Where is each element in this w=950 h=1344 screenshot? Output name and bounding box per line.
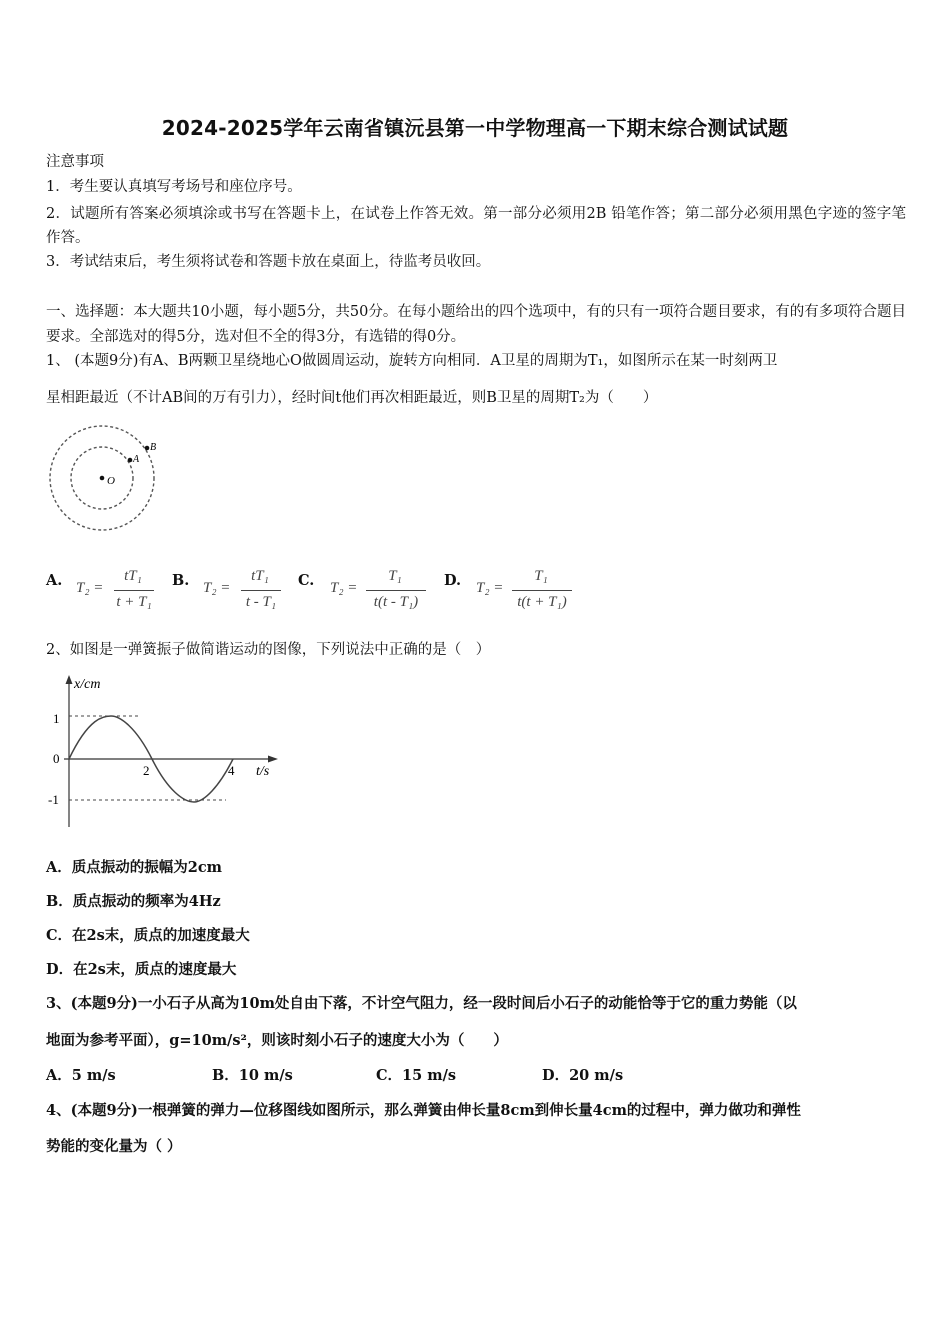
q3-stem-line2: 地面为参考平面），g=10m/s²，则该时刻小石子的速度大小为（ ） — [46, 1032, 508, 1049]
x-axis-arrow — [268, 756, 278, 763]
fraction-bar — [114, 590, 154, 591]
q1-option-a-label[interactable]: A. — [46, 572, 63, 589]
q1-stem-line2: 星相距最近（不计AB间的万有引力），经时间t他们再次相距最近，则B卫星的周期T₂为（ ） — [46, 390, 658, 406]
x-tick-4: 4 — [228, 763, 235, 778]
section-heading: 一、选择题：本大题共10小题，每小题5分，共50分。在每小题给出的四个选项中，有的只有一项符合题目要求，有的有多项符合题目要求。全部选对的得5分，选对但不全的得3分，有选错的得0分。 — [46, 304, 906, 345]
y-tick-neg1: -1 — [48, 792, 59, 807]
x-tick-2: 2 — [143, 763, 150, 778]
formula-lhs: T₂ = — [76, 580, 104, 596]
notice-item-2: 2．试题所有答案必须填涂或书写在答题卡上，在试卷上作答无效。第一部分必须用2B 铅笔作答；第二部分必须用黑色字迹的签字笔作答。 — [46, 206, 906, 246]
earth-center-dot — [100, 476, 105, 481]
notice-item-3: 3．考试结束后，考生须将试卷和答题卡放在桌面上，待监考员收回。 — [46, 254, 491, 270]
q1-orbit-figure — [44, 420, 164, 532]
y-tick-1: 1 — [53, 711, 60, 726]
satellite-a-label: A — [133, 454, 140, 465]
page-title: 2024-2025学年云南省镇沅县第一中学物理高一下期末综合测试试题 — [161, 116, 789, 140]
q1-option-b-label[interactable]: B. — [172, 572, 190, 589]
q1-stem-line1: 1、 (本题9分)有A、B两颗卫星绕地心O做圆周运动，旋转方向相同．A卫星的周期为T₁，如图所示在某一时刻两卫 — [46, 353, 778, 369]
center-label: O — [107, 475, 115, 487]
q3-stem-line1: 3、(本题9分)一小石子从高为10m处自由下落，不计空气阻力，经一段时间后小石子的动能恰等于它的重力势能（以 — [46, 995, 797, 1012]
formula-lhs: T₂ = — [203, 580, 231, 596]
notice-heading: 注意事项 — [46, 154, 104, 170]
q1-option-d-label[interactable]: D. — [444, 572, 462, 589]
q2-stem: 2、如图是一弹簧振子做简谐运动的图像，下列说法中正确的是（ ） — [46, 642, 491, 658]
q2-option-d[interactable]: D．在2s末，质点的速度最大 — [46, 961, 237, 978]
satellite-b-dot — [145, 446, 150, 451]
formula-numerator: T₁ — [388, 568, 402, 584]
y-axis-label: x/cm — [74, 677, 101, 692]
q1-option-c-label[interactable]: C. — [298, 572, 315, 589]
q4-stem-line1: 4、(本题9分)一根弹簧的弹力—位移图线如图所示，那么弹簧由伸长量8cm到伸长量4cm的过程中，弹力做功和弹性 — [46, 1102, 801, 1119]
formula-denominator: t(t - T₁) — [373, 594, 419, 610]
q3-option-b[interactable]: B．10 m/s — [212, 1067, 293, 1084]
fraction-bar — [366, 590, 426, 591]
y-axis-arrow — [66, 675, 73, 684]
q4-stem-line2: 势能的变化量为（ ） — [46, 1138, 182, 1155]
formula-lhs: T₂ = — [330, 580, 358, 596]
q3-option-d[interactable]: D．20 m/s — [542, 1067, 624, 1084]
formula-denominator: t(t + T₁) — [517, 594, 567, 610]
y-tick-0: 0 — [53, 751, 60, 766]
q2-option-a[interactable]: A．质点振动的振幅为2cm — [46, 859, 223, 876]
formula-numerator: tT₁ — [251, 568, 269, 584]
q3-option-a[interactable]: A．5 m/s — [46, 1067, 116, 1084]
satellite-a-dot — [128, 458, 133, 463]
notice-item-1: 1．考生要认真填写考场号和座位序号。 — [46, 179, 302, 195]
satellite-b-label: B — [150, 442, 157, 453]
x-axis-label: t/s — [256, 764, 270, 779]
q2-sho-graph — [44, 672, 284, 832]
formula-denominator: t - T₁ — [245, 594, 277, 610]
fraction-bar — [241, 590, 281, 591]
q2-option-c[interactable]: C．在2s末，质点的加速度最大 — [46, 927, 250, 944]
formula-lhs: T₂ = — [476, 580, 504, 596]
fraction-bar — [512, 590, 572, 591]
q2-option-b[interactable]: B．质点振动的频率为4Hz — [46, 893, 221, 910]
formula-denominator: t + T₁ — [116, 594, 152, 610]
q3-option-c[interactable]: C．15 m/s — [376, 1067, 457, 1084]
formula-numerator: T₁ — [534, 568, 548, 584]
formula-numerator: tT₁ — [124, 568, 142, 584]
